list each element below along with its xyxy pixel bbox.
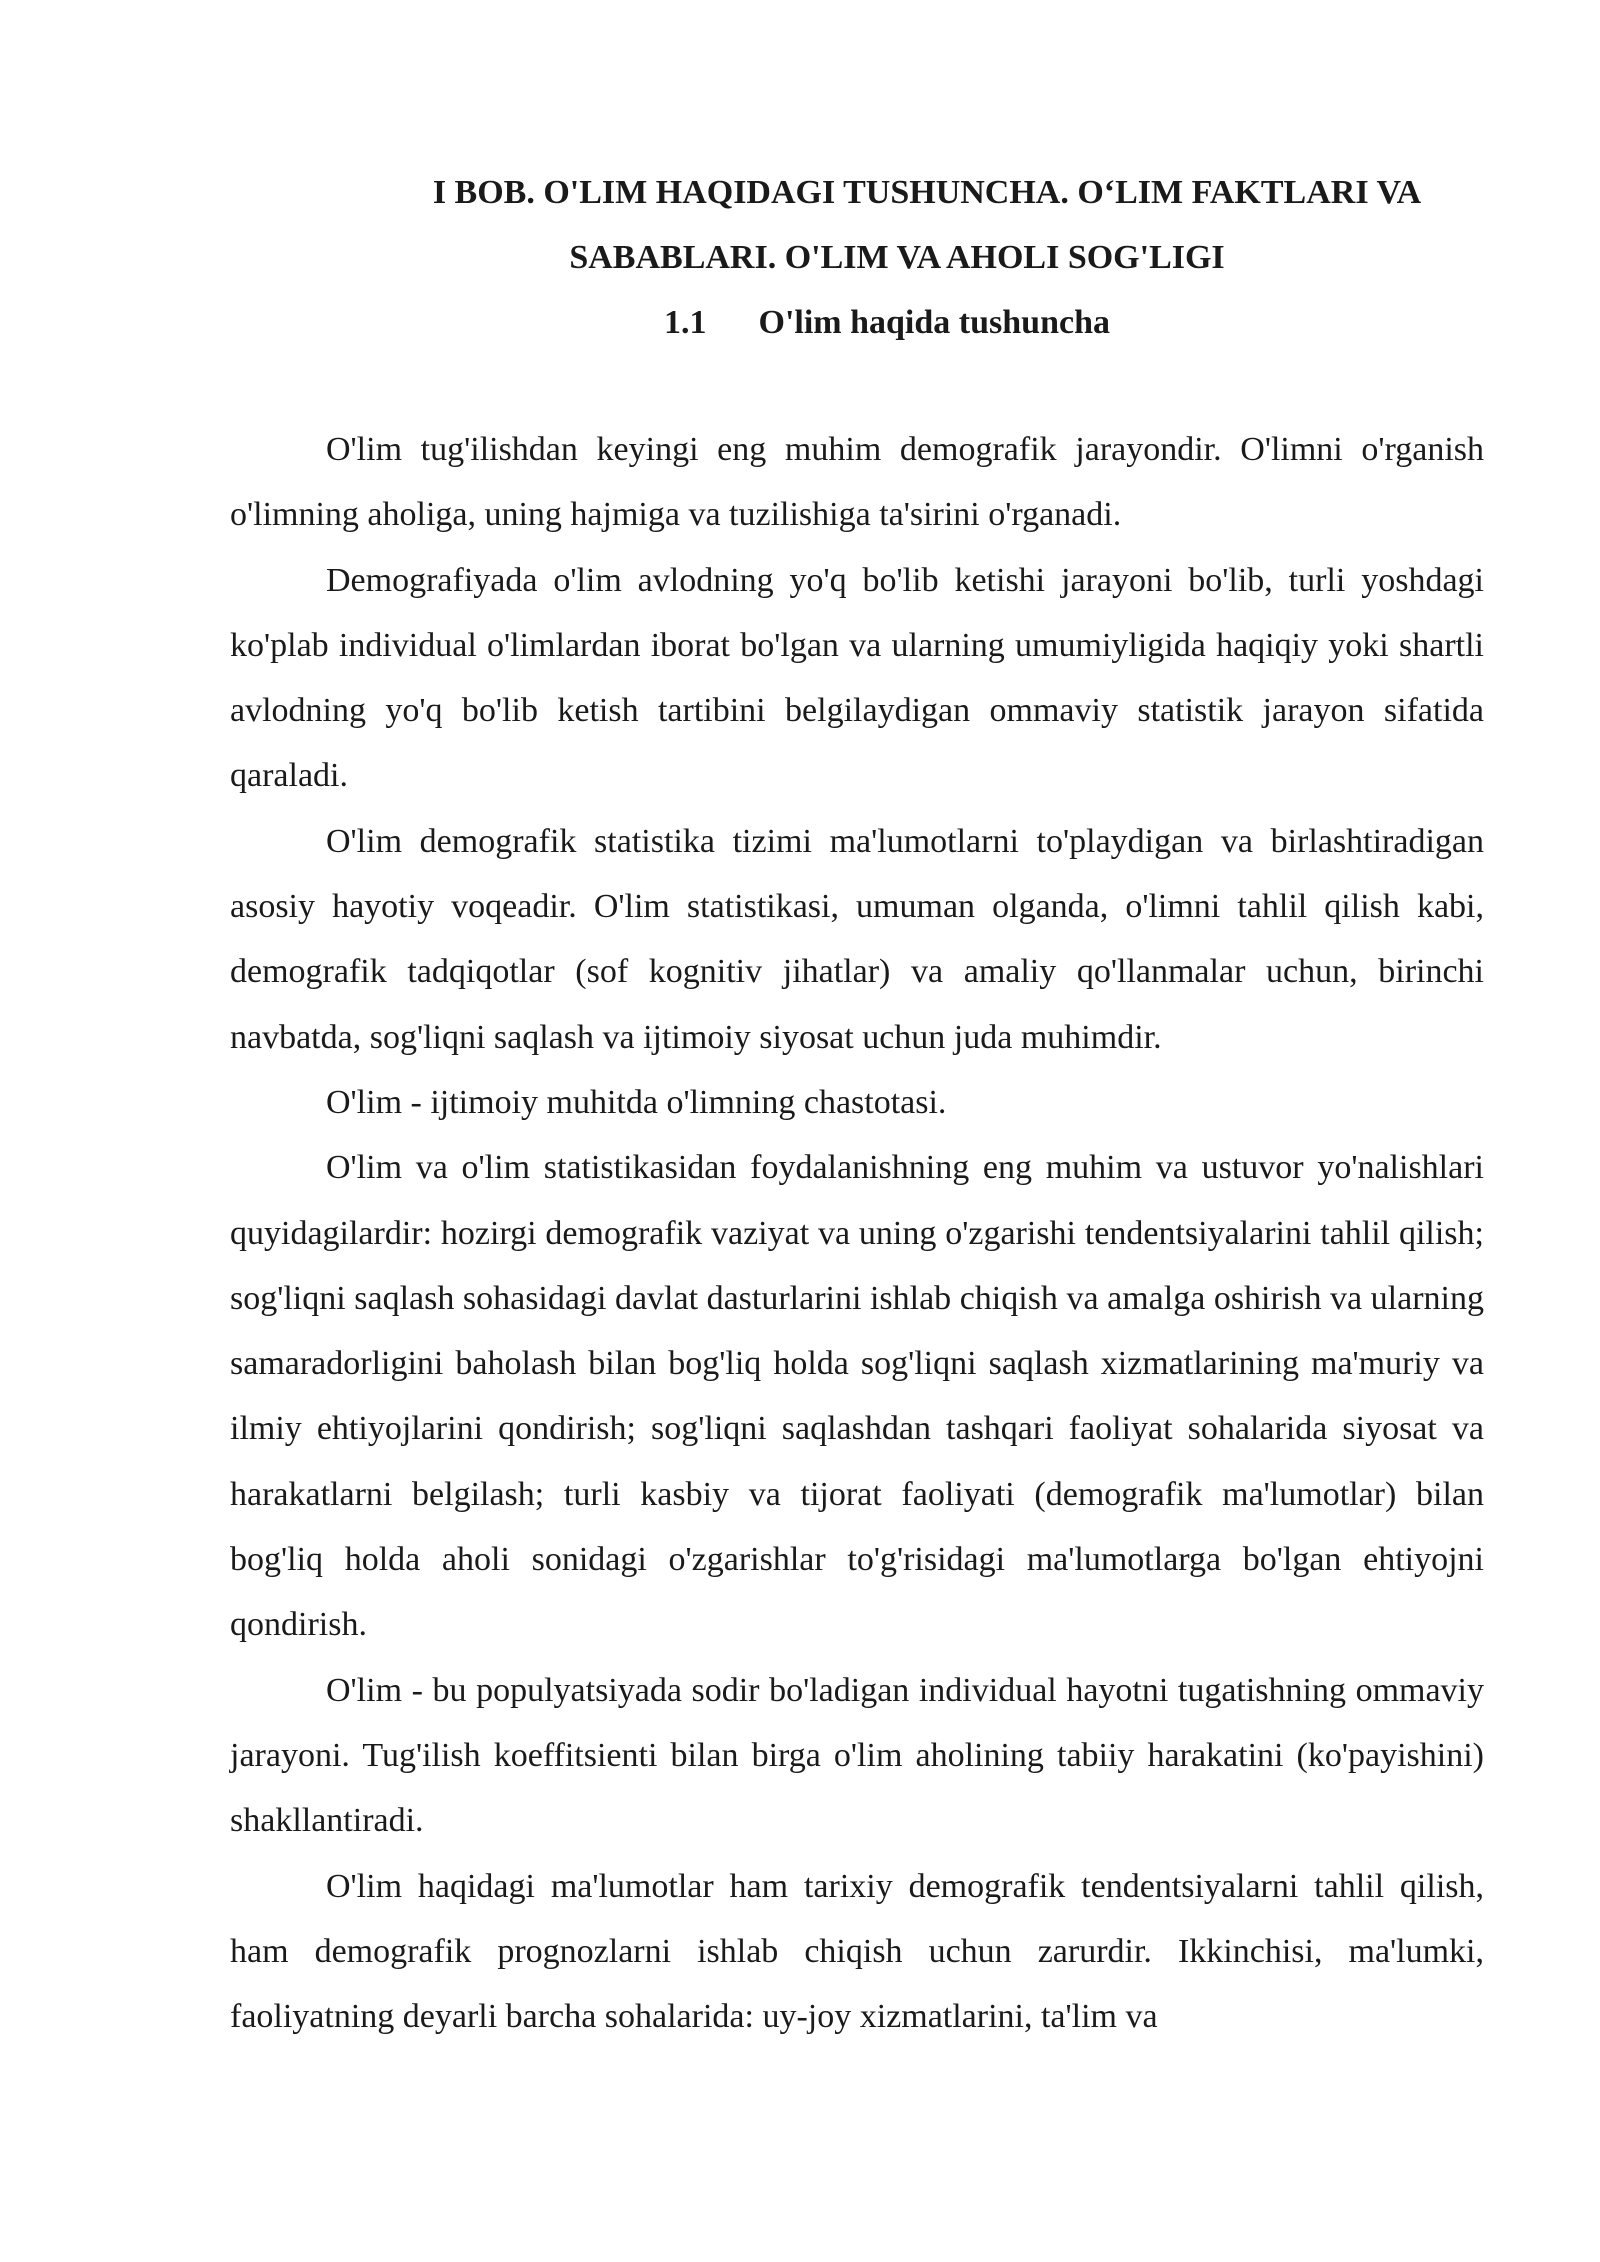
paragraph: O'lim demografik statistika tizimi ma'lumotlarni to'playdigan va birlashtiradigan asosiy hayotiy voqeadir. O'lim statistikasi, umuman olganda, o'limni tahlil qilish kabi, demografik tadqiqotlar (sof kognitiv jihatlar) va amaliy qo'llanmalar uchun, birinchi navbatda, sog'liqni saqlash va ijtimoiy siyosat uchun juda muhimdir. [230, 822, 1484, 1056]
section-heading [230, 290, 1484, 355]
paragraph: O'lim haqidagi ma'lumotlar ham tarixiy demografik tendentsiyalarni tahlil qilish, ham demografik prognozlarni ishlab chiqish uchun zarurdir. Ikkinchisi, ma'lumki, faoliyatning deyarli barcha sohalarida: uy-joy xizmatlarini, ta'lim va [230, 1867, 1484, 2036]
body-text [230, 417, 1484, 2049]
paragraph: O'lim va o'lim statistikasidan foydalanishning eng muhim va ustuvor yo'nalishlari quyidagilardir: hozirgi demografik vaziyat va uning o'zgarishi tendentsiyalarini tahlil qilish; sog'liqni saqlash sohasidagi davlat dasturlarini ishlab chiqish va amalga oshirish va ularning samaradorligini baholash bilan bog'liq holda sog'liqni saqlash xizmatlarining ma'muriy va ilmiy ehtiyojlarini qondirish; sog'liqni saqlashdan tashqari faoliyat sohalarida siyosat va harakatlarni belgilash; turli kasbiy va tijorat faoliyati (demografik ma'lumotlar) bilan bog'liq holda aholi sonidagi o'zgarishlar to'g'risidagi ma'lumotlarga bo'lgan ehtiyojni qondirish. [230, 1149, 1484, 1644]
paragraph: Demografiyada o'lim avlodning yo'q bo'lib ketishi jarayoni bo'lib, turli yoshdagi ko'plab individual o'limlardan iborat bo'lgan va ularning umumiyligida haqiqiy yoki shartli avlodning yo'q bo'lib ketish tartibini belgilaydigan ommaviy statistik jarayon sifatida qaraladi. [230, 561, 1484, 795]
section-title: O'lim haqida tushuncha [758, 304, 1110, 341]
paragraph: O'lim - bu populyatsiyada sodir bo'ladigan individual hayotni tugatishning ommaviy jarayoni. Tug'ilish koeffitsienti bilan birga o'lim aholining tabiiy harakatini (ko'payishini) shakllantiradi. [230, 1671, 1484, 1840]
paragraph: O'lim tug'ilishdan keyingi eng muhim demografik jarayondir. O'limni o'rganish o'limning aholiga, uning hajmiga va tuzilishiga ta'sirini o'rganadi. [230, 431, 1484, 534]
paragraph: O'lim - ijtimoiy muhitda o'limning chastotasi. [326, 1083, 947, 1121]
section-number: 1.1 [664, 304, 707, 341]
chapter-title-line-1: I BOB. O'LIM HAQIDAGI TUSHUNCHA. O‘LIM FAKTLARI VA [432, 174, 1422, 211]
chapter-title-line-2: SABABLARI. O'LIM VA AHOLI SOG'LIGI [569, 239, 1225, 276]
